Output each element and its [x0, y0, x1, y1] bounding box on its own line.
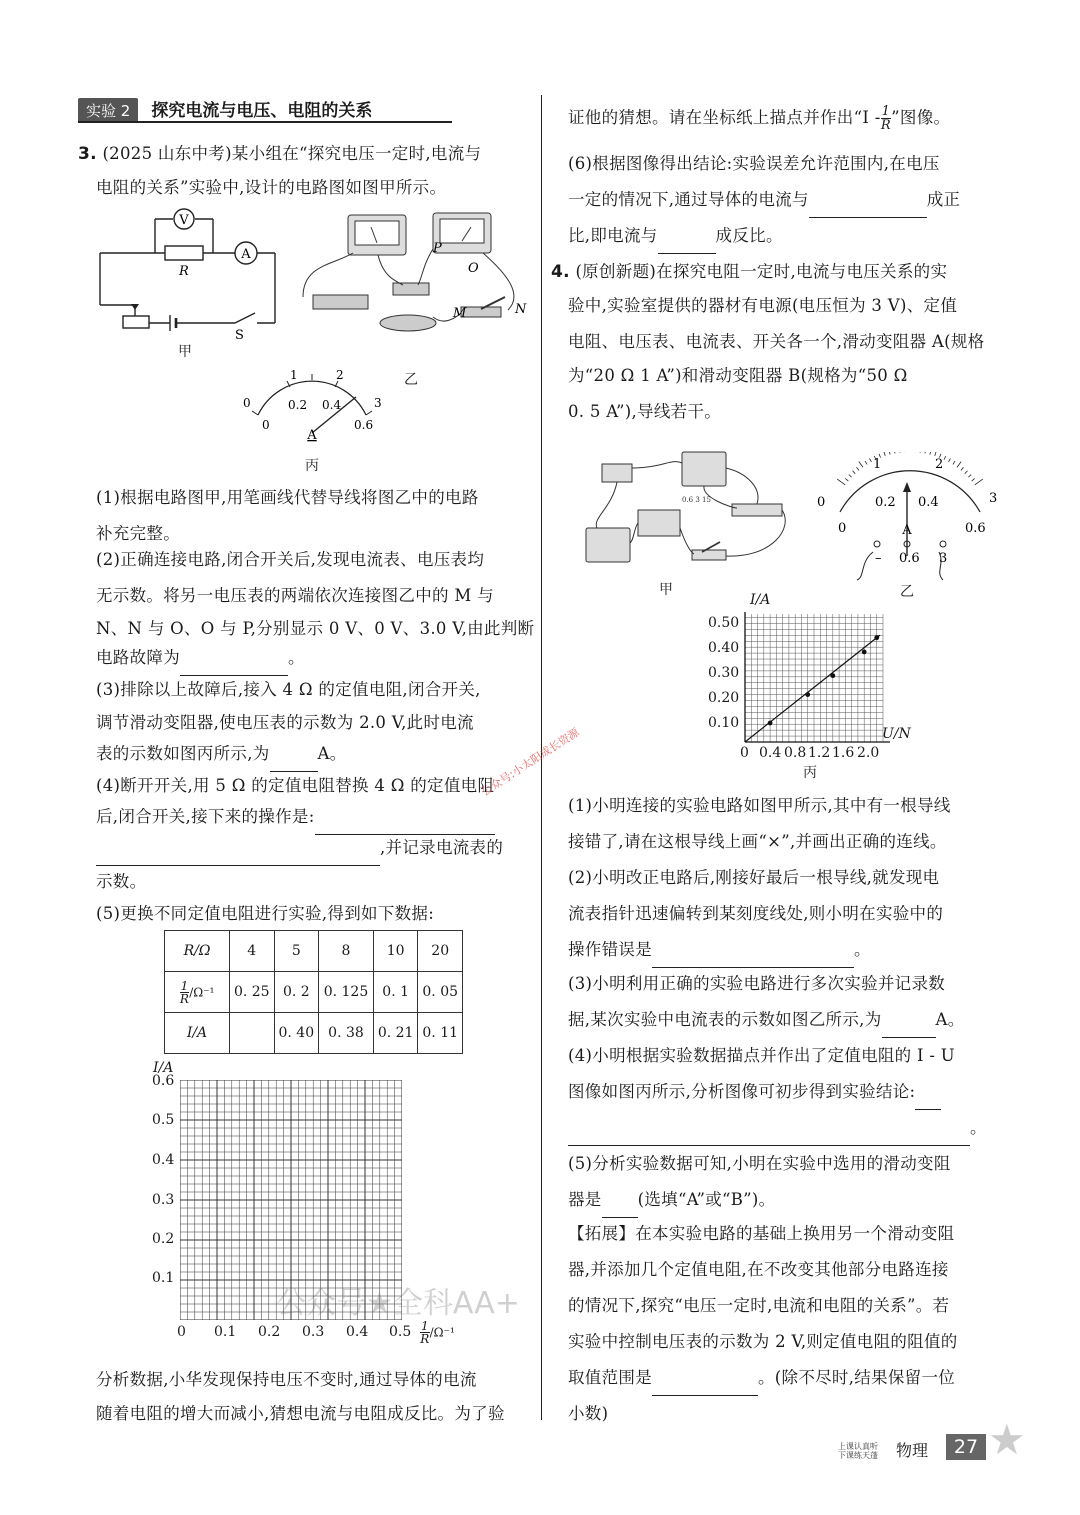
q3-stem-1 [78, 136, 481, 172]
q4-dial-small-02: 0.2 [875, 495, 896, 510]
fig-yi-caption: 乙 [404, 372, 419, 388]
voltmeter-symbol: V [179, 213, 189, 228]
footer-slogan-1: 上课认真听 [838, 1442, 878, 1451]
q4-p4-l1: (4)小明根据实验数据描点并作出了定值电阻的 I - U [568, 1046, 956, 1065]
section-title: 探究电流与电压、电阻的关系 [151, 101, 373, 121]
answer-blank-conclusion-1[interactable] [915, 1087, 941, 1110]
table-header-i: I/A [165, 1013, 230, 1054]
table-cell: 10 [373, 931, 418, 972]
stamp-text: 公众号:小太阳成长资源 [479, 725, 582, 799]
table-cell-empty[interactable] [230, 1013, 275, 1054]
q4-term-3: 3 [939, 551, 948, 566]
data-point [768, 721, 773, 726]
q3-p5-l1: (5)更换不同定值电阻进行实验,得到如下数据: [96, 904, 435, 923]
table-cell: 0. 25 [230, 972, 275, 1013]
answer-blank-proportional[interactable] [809, 195, 927, 218]
q4-fig-yi-caption: 乙 [900, 584, 915, 600]
table-header-r: R/Ω [165, 931, 230, 972]
table-cell: 0. 11 [418, 1013, 463, 1054]
table-cell: 0. 05 [418, 972, 463, 1013]
q3-p2-l4-text: 电路故障为 [96, 648, 180, 667]
q4-ext-l5-text: 取值范围是 [568, 1368, 652, 1387]
watermark: 公众号★全科AA+ [276, 1286, 520, 1321]
q4-dial-bottom-0: 0 [838, 521, 847, 536]
frac-num: 1 [180, 978, 189, 993]
q4-ytick: 0.30 [708, 665, 740, 681]
q3-p2-l4-end: 。 [288, 648, 305, 667]
dial-right-3: 3 [374, 396, 382, 410]
q3-ytick: 0.6 [152, 1073, 175, 1089]
q3-number: 3. [78, 144, 97, 164]
q4-p1-l2: 接错了,请在这根导线上画“×”,并画出正确的连线。 [568, 832, 947, 851]
frac-unit: /Ω⁻¹ [189, 985, 215, 999]
q4-stem-5: 0. 5 A”),导线若干。 [568, 402, 722, 421]
dial-top-1: 1 [290, 368, 298, 382]
data-point [830, 673, 835, 678]
xlabel-num: 1 [421, 1319, 429, 1333]
q4-xtick: 0.4 [759, 745, 782, 761]
q3-xtick: 0.1 [214, 1324, 237, 1340]
q3-p4-l2-text: 后,闭合开关,接下来的操作是: [96, 807, 315, 826]
q3-p4-l4: 示数。 [96, 872, 147, 891]
table-cell: 0. 21 [373, 1013, 418, 1054]
q3-p2-l4 [96, 640, 305, 676]
q4-p5-l1: (5)分析实验数据可知,小明在实验中选用的滑动变阻 [568, 1154, 951, 1173]
table-row [165, 1013, 463, 1054]
svg-text:0.6 3 15: 0.6 3 15 [682, 496, 711, 504]
q3-p3-l3-end: A。 [317, 744, 347, 763]
r-frac-den: R [880, 118, 891, 133]
q3-p1-l2: 补充完整。 [96, 524, 180, 543]
q4-stem-2: 验中,实验室提供的器材有电源(电压恒为 3 V)、定值 [568, 296, 958, 315]
q4-p5-l2-text: 器是 [568, 1190, 602, 1209]
q4-p2-l2: 流表指针迅速偏转到某刻度线处,则小明在实验中的 [568, 904, 944, 923]
q3-p3-l1: (3)排除以上故障后,接入 4 Ω 的定值电阻,闭合开关, [96, 680, 481, 699]
answer-blank-inverse[interactable] [658, 231, 716, 254]
section-header [78, 96, 372, 123]
r-c2-l3-end: 成反比。 [715, 226, 783, 245]
q4-stem-4: 为“20 Ω 1 A”)和滑动变阻器 B(规格为“50 Ω [568, 366, 908, 385]
q4-term-06: 0.6 [899, 551, 920, 566]
data-point [874, 635, 879, 640]
table-cell: 0. 40 [274, 1013, 319, 1054]
fig-bing-caption: 丙 [305, 458, 320, 474]
data-table [164, 930, 463, 1054]
r-c2-l3 [568, 218, 783, 254]
table-cell: 0. 38 [319, 1013, 374, 1054]
q4-stem-3: 电阻、电压表、电流表、开关各一个,滑动变阻器 A(规格 [568, 332, 985, 351]
footer-slogan [838, 1442, 878, 1460]
fig-jia-caption: 甲 [178, 344, 193, 360]
q4-p3-l1: (3)小明利用正确的实验电路进行多次实验并记录数 [568, 974, 946, 993]
mascot-star-icon: ★ [988, 1415, 1026, 1464]
footer-slogan-2: 下课练天蓬 [838, 1451, 878, 1460]
q4-p4-l3-end: 。 [970, 1118, 987, 1137]
q4-dial-right-3: 3 [989, 491, 998, 506]
dial-top-2: 2 [336, 368, 344, 382]
q3-xtick: 0 [177, 1324, 186, 1340]
q3-p3-l3 [96, 736, 347, 772]
q3-p4-l1: (4)断开开关,用 5 Ω 的定值电阻替换 4 Ω 的定值电阻 [96, 776, 495, 795]
r-c2-l1: (6)根据图像得出结论:实验误差允许范围内,在电压 [568, 154, 940, 173]
circuit-physical-yi [293, 205, 533, 355]
xlabel-den: R [420, 1332, 430, 1346]
q4-number: 4. [551, 262, 570, 282]
q4-p3-l2-text: 据,某次实验中电流表的示数如图乙所示,为 [568, 1010, 882, 1029]
xlabel-unit: /Ω⁻¹ [429, 1325, 455, 1340]
yi-label-n: N [515, 302, 527, 317]
dial-unit: A [307, 428, 317, 443]
q4-graph-ylabel: I/A [750, 592, 771, 608]
q4-p5-l2 [568, 1182, 775, 1218]
answer-blank-mistake[interactable] [652, 945, 854, 968]
q4-ytick: 0.40 [708, 640, 740, 656]
q4-p4-l3 [568, 1110, 987, 1146]
table-cell: 20 [418, 931, 463, 972]
q3-p6-l1: 分析数据,小华发现保持电压不变时,通过导体的电流 [96, 1370, 477, 1389]
q4-fig-bing-caption: 丙 [803, 765, 818, 781]
q4-dial-unit: A [902, 523, 912, 538]
q4-p2-l3-end: 。 [854, 940, 871, 959]
dial-bottom-0: 0 [262, 418, 270, 432]
q4-dial-left-0: 0 [817, 495, 826, 510]
q4-ext-l2: 器,并添加几个定值电阻,在不改变其他部分电路连接 [568, 1260, 949, 1279]
table-row [165, 972, 463, 1013]
table-header-inverse [165, 972, 230, 1013]
q3-p1-l1: (1)根据电路图甲,用笔画线代替导线将图乙中的电路 [96, 488, 479, 507]
q3-xtick: 0.5 [389, 1324, 412, 1340]
table-cell: 8 [319, 931, 374, 972]
data-point [805, 692, 810, 697]
q4-ext-l3: 的情况下,探究“电压一定时,电流和电阻的关系”。若 [568, 1296, 950, 1315]
yi-label-p: P [433, 241, 442, 256]
q4-xtick: 2.0 [857, 745, 880, 761]
q4-dial-bottom-06: 0.6 [965, 521, 986, 536]
q4-stem-text-1: (原创新题)在探究电阻一定时,电流与电压关系的实 [575, 262, 948, 281]
q4-ext-l5 [568, 1360, 955, 1396]
r-c1-text: 证他的猜想。请在坐标纸上描点并作出“I - [568, 108, 881, 127]
answer-blank-rheostat[interactable] [602, 1195, 638, 1218]
dial-left-0: 0 [243, 396, 251, 410]
q4-ytick: 0.20 [708, 690, 740, 706]
ammeter-dial-bing [238, 365, 388, 455]
q3-p4-l3 [96, 830, 503, 866]
q3-ytick: 0.3 [152, 1192, 175, 1208]
data-point [862, 650, 867, 655]
answer-blank-range[interactable] [652, 1373, 758, 1396]
answer-blank-reading[interactable] [882, 1015, 936, 1038]
table-row [165, 931, 463, 972]
table-cell: 5 [274, 931, 319, 972]
r-c2-l3-text: 比,即电流与 [568, 226, 658, 245]
q4-xtick: 1.2 [808, 745, 831, 761]
q4-p4-l2 [568, 1074, 941, 1110]
answer-blank-conclusion-2[interactable] [568, 1123, 970, 1146]
q4-p5-l2-end: (选填“A”或“B”)。 [637, 1190, 776, 1209]
q4-ammeter-yi [815, 452, 1005, 582]
table-cell: 0. 1 [373, 972, 418, 1013]
header-underline [78, 121, 452, 123]
q4-graph-xlabel: U/N [882, 726, 911, 742]
dial-small-04: 0.4 [322, 398, 342, 412]
r-c2-l2-end: 成正 [926, 190, 961, 209]
q4-ext-l5-end: 。(除不尽时,结果保留一位 [758, 1368, 956, 1387]
r-c1-end: ”图像。 [891, 108, 951, 127]
q4-ext-l4: 实验中控制电压表的示数为 2 V,则定值电阻的阻值的 [568, 1332, 958, 1351]
yi-label-m: M [453, 306, 467, 321]
q4-term-minus: – [875, 551, 882, 566]
q4-fig-jia-caption: 甲 [659, 582, 674, 598]
q3-xtick: 0.4 [346, 1324, 369, 1340]
r-c1 [568, 100, 950, 136]
q4-xtick: 0 [740, 745, 749, 761]
q4-xtick: 1.6 [832, 745, 855, 761]
q4-dial-small-04: 0.4 [918, 495, 939, 510]
q4-p2-l1: (2)小明改正电路后,刚接好最后一根导线,就发现电 [568, 868, 940, 887]
q4-p4-l2-text: 图像如图丙所示,分析图像可初步得到实验结论: [568, 1082, 916, 1101]
q3-p2-l3: N、N 与 O、O 与 P,分别显示 0 V、0 V、3.0 V,由此判断 [96, 619, 535, 638]
switch-label: S [235, 328, 244, 343]
q4-p2-l3-text: 操作错误是 [568, 940, 652, 959]
dial-bottom-06: 0.6 [354, 418, 374, 432]
footer-subject: 物理 [896, 1441, 929, 1460]
section-tag: 实验 2 [78, 98, 138, 123]
table-cell: 0. 125 [319, 972, 374, 1013]
page-number: 27 [946, 1434, 986, 1460]
q4-iu-graph [744, 612, 894, 746]
q4-circuit-jia [572, 448, 802, 583]
ammeter-symbol: A [241, 247, 251, 262]
q4-dial-top-1: 1 [873, 457, 882, 472]
q4-ytick: 0.10 [708, 715, 740, 731]
q3-p6-l2: 随着电阻的增大而减小,猜想电流与电阻成反比。为了验 [96, 1404, 505, 1423]
resistor-label: R [179, 264, 189, 279]
q3-graph-ylabel: I/A [153, 1060, 174, 1076]
q4-p3-l2-end: A。 [935, 1010, 965, 1029]
frac-den: R [179, 991, 189, 1006]
q4-stem-1 [551, 254, 947, 290]
q3-stem-2: 电阻的关系”实验中,设计的电路图如图甲所示。 [96, 178, 447, 197]
q3-p4-l3-text: ,并记录电流表的 [380, 838, 504, 857]
q3-p2-l2: 无示数。将另一电压表的两端依次连接图乙中的 M 与 [96, 586, 494, 605]
q3-p3-l3-text: 表的示数如图丙所示,为 [96, 744, 270, 763]
table-cell: 4 [230, 931, 275, 972]
q3-p2-l1: (2)正确连接电路,闭合开关后,发现电流表、电压表均 [96, 550, 485, 569]
r-frac-num: 1 [881, 104, 891, 119]
q3-xtick: 0.3 [302, 1324, 325, 1340]
yi-label-o: O [468, 261, 479, 276]
q3-stem-text-1: (2025 山东中考)某小组在“探究电压一定时,电流与 [102, 144, 482, 163]
r-c2-l2 [568, 182, 960, 218]
q3-xtick: 0.2 [258, 1324, 281, 1340]
q4-dial-top-2: 2 [935, 457, 944, 472]
answer-blank-operation-2[interactable] [96, 843, 380, 866]
q4-ext-l6: 小数) [568, 1404, 609, 1423]
q3-ytick: 0.1 [152, 1270, 175, 1286]
table-cell: 0. 2 [274, 972, 319, 1013]
q4-p3-l2 [568, 1002, 965, 1038]
q3-ytick: 0.2 [152, 1231, 175, 1247]
q3-ytick: 0.5 [152, 1112, 175, 1128]
dial-small-02: 0.2 [288, 398, 308, 412]
r-c2-l2-text: 一定的情况下,通过导体的电流与 [568, 190, 809, 209]
q3-p3-l2: 调节滑动变阻器,使电压表的示数为 2.0 V,此时电流 [96, 713, 474, 732]
q4-p1-l1: (1)小明连接的实验电路如图甲所示,其中有一根导线 [568, 796, 951, 815]
q3-graph-xlabel [420, 1320, 455, 1345]
q4-xtick: 0.8 [784, 745, 807, 761]
q4-ext-l1: 【拓展】在本实验电路的基础上换用另一个滑动变阻 [568, 1224, 955, 1243]
q4-p2-l3 [568, 932, 871, 968]
q3-ytick: 0.4 [152, 1152, 175, 1168]
q4-ytick: 0.50 [708, 615, 740, 631]
